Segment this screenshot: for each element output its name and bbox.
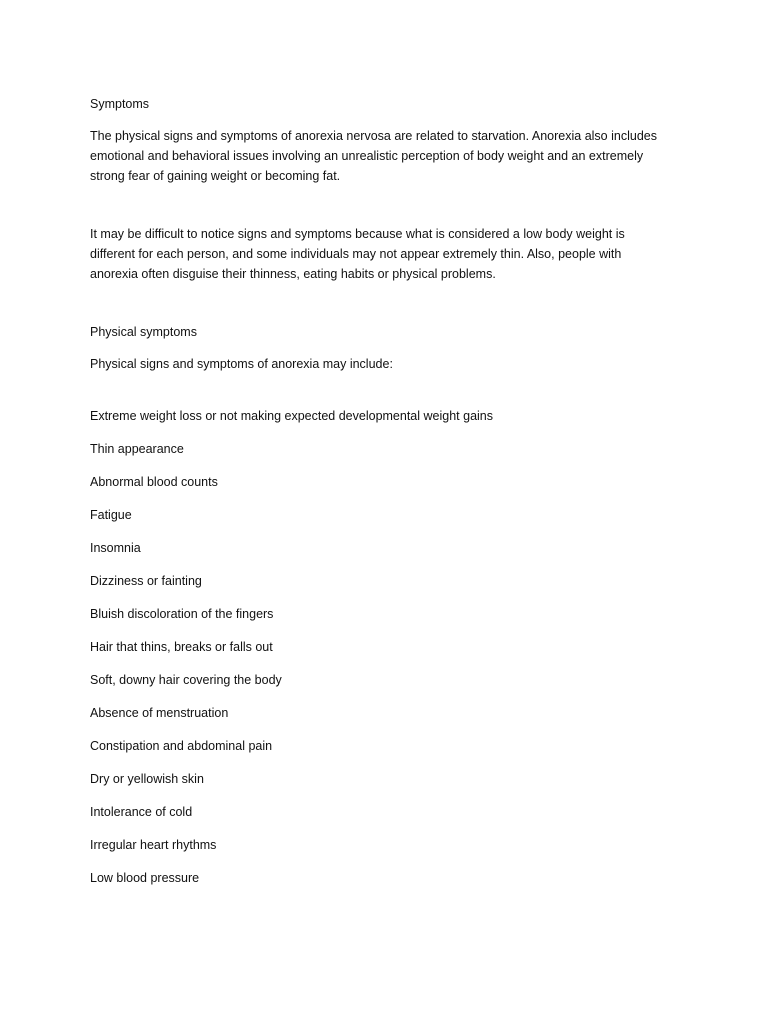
section-heading-symptoms: Symptoms bbox=[90, 97, 150, 111]
difficulty-line: anorexia often disguise their thinness, eating habits or physical problems. bbox=[90, 267, 496, 281]
difficulty-line: different for each person, and some individuals may not appear extremely thin. Also, people with bbox=[90, 247, 622, 261]
list-item: Abnormal blood counts bbox=[90, 475, 218, 489]
list-item: Hair that thins, breaks or falls out bbox=[90, 640, 273, 654]
list-item: Extreme weight loss or not making expected developmental weight gains bbox=[90, 409, 493, 423]
list-item: Intolerance of cold bbox=[90, 805, 193, 819]
section-heading-physical: Physical symptoms bbox=[90, 325, 197, 339]
difficulty-line: It may be difficult to notice signs and symptoms because what is considered a low body weight is bbox=[90, 227, 625, 241]
list-item: Soft, downy hair covering the body bbox=[90, 673, 282, 687]
list-item: Low blood pressure bbox=[90, 871, 200, 885]
intro-line: strong fear of gaining weight or becoming fat. bbox=[90, 169, 341, 183]
list-item: Constipation and abdominal pain bbox=[90, 739, 273, 753]
difficulty-paragraph bbox=[90, 224, 680, 284]
list-item: Fatigue bbox=[90, 508, 132, 522]
physical-intro: Physical signs and symptoms of anorexia may include: bbox=[90, 357, 393, 371]
physical-symptom-list bbox=[90, 406, 680, 888]
list-item: Thin appearance bbox=[90, 442, 184, 456]
intro-line: The physical signs and symptoms of anorexia nervosa are related to starvation. Anorexia also includes bbox=[90, 129, 657, 143]
list-item: Dry or yellowish skin bbox=[90, 772, 204, 786]
document-page bbox=[90, 94, 680, 901]
list-item: Irregular heart rhythms bbox=[90, 838, 217, 852]
list-item: Absence of menstruation bbox=[90, 706, 229, 720]
list-item: Insomnia bbox=[90, 541, 141, 555]
intro-paragraph bbox=[90, 126, 680, 186]
intro-line: emotional and behavioral issues involving an unrealistic perception of body weight and an extremely bbox=[90, 149, 644, 163]
list-item: Bluish discoloration of the fingers bbox=[90, 607, 274, 621]
list-item: Dizziness or fainting bbox=[90, 574, 202, 588]
